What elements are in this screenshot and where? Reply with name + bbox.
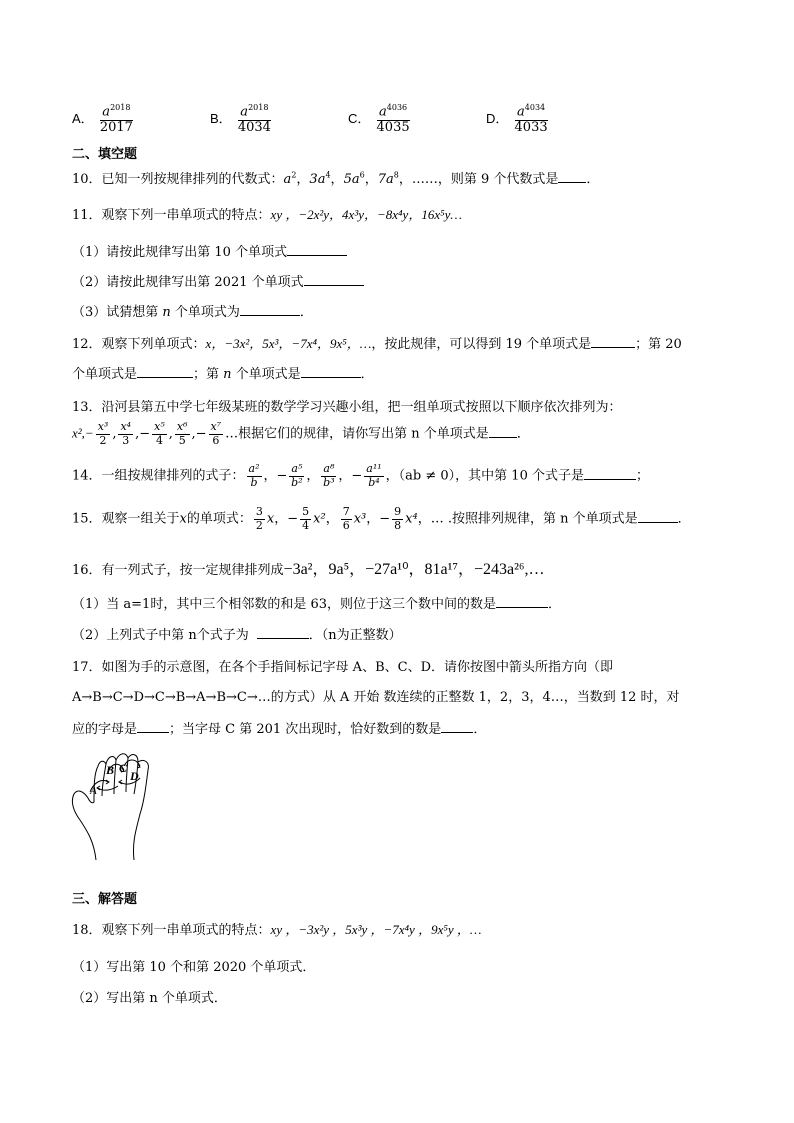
answer-blank[interactable] xyxy=(137,720,169,733)
answer-blank[interactable] xyxy=(137,365,193,378)
question-14: 14．一组按规律排列的式子： $\frac{\text{a²}}{b}$ ，− $\frac{\text{a⁵}}{\text{b²}}$ ， $\frac{\text{a⁸}}{\text{b³}}$ ，− $\frac{\text{a¹¹}}{\text{b⁴}}$ ，（ab ≠ 0），其中第 10 个式子是 ； xyxy=(72,462,649,489)
answer-blank[interactable] xyxy=(584,467,636,480)
question-18-part-2: （2）写出第 n 个单项式． xyxy=(72,991,227,1006)
choice-a-label: A． xyxy=(72,111,94,127)
question-18: 18．观察下列一串单项式的特点：xy ，−3x²y ，5x³y ，−7x⁴y ，9x⁵y ，… xyxy=(72,922,482,938)
choice-c: C． $\frac{a^{4036}}{4035}$ xyxy=(348,103,410,136)
choice-b: B． $\frac{a^{2018}}{4034}$ xyxy=(210,103,271,136)
question-11-part-3: （3）试猜想第 n 个单项式为 ． xyxy=(72,305,313,320)
answer-blank[interactable] xyxy=(441,720,473,733)
answer-blank[interactable] xyxy=(558,170,586,183)
hand-label-d: D xyxy=(130,769,139,783)
answer-blank[interactable] xyxy=(301,365,361,378)
question-11-part-1: （1）请按此规律写出第 10 个单项式 xyxy=(72,241,347,260)
section-fill-blank-title: 二、填空题 xyxy=(72,146,138,161)
choice-a-fraction: $\frac{a^{2018}}{2017}$ xyxy=(99,103,133,136)
choice-c-fraction: $\frac{a^{4036}}{4035}$ xyxy=(376,103,410,136)
question-17-line-2: A→B→C→D→C→B→A→B→C→…的方式）从 A 开始 数连续的正整数 1，2，3，4…，当数到 12 时，对 xyxy=(72,690,680,705)
question-17-line-3: 应的字母是 ；当字母 C 第 201 次出现时，恰好数到的数是 ． xyxy=(72,722,487,737)
question-11-part-2: （2）请按此规律写出第 2021 个单项式 xyxy=(72,271,364,290)
answer-blank[interactable] xyxy=(496,595,548,608)
question-16: 16．有一列式子，按一定规律排列成−3a²，9a⁵，−27a¹⁰，81a¹⁷，−243a²⁶,… xyxy=(72,561,545,578)
hand-label-b: B xyxy=(106,763,115,777)
choice-d: D． $\frac{a^{4034}}{4033}$ xyxy=(486,103,548,136)
answer-blank[interactable] xyxy=(257,626,309,639)
question-12: 12．观察下列单项式：x，−3x²，5x³，−7x⁴，9x⁵，…，按此规律，可以得到 19 个单项式是 ；第 20 xyxy=(72,336,682,352)
hand-label-a: A xyxy=(90,785,97,797)
answer-blank[interactable] xyxy=(489,425,517,438)
question-16-part-1: （1）当 a=1时，其中三个相邻数的和是 63，则位于这三个数中间的数是 ． xyxy=(72,597,562,612)
hand-label-c: C xyxy=(119,761,128,775)
question-17: 17．如图为手的示意图，在各个手指间标记字母 A、B、C、D．请你按图中箭头所指方向（即 xyxy=(72,660,613,675)
section-answer-title: 三、解答题 xyxy=(72,891,138,906)
question-16-part-2: （2）上列式子中第 n个式子为 ．（n为正整数） xyxy=(72,628,402,643)
question-10: 10．已知一列按规律排列的代数式：$a^2$，$3a^4$，$5a^6$，$7a^8$，……，则第 9 个代数式是 ． xyxy=(72,170,600,187)
question-12-line-2: 个单项式是 ；第 n 个单项式是 ． xyxy=(72,367,374,382)
question-13: 13．沿河县第五中学七年级某班的数学学习兴趣小组，把一组单项式按照以下顺序依次排列为： xyxy=(72,400,622,415)
question-11: 11．观察下列一串单项式的特点：xy ，−2x²y，4x³y，−8x⁴y，16x⁵y… xyxy=(72,207,462,223)
hand-diagram xyxy=(68,742,168,862)
answer-blank[interactable] xyxy=(240,303,300,316)
question-18-part-1: （1）写出第 10 个和第 2020 个单项式． xyxy=(72,960,316,975)
answer-blank[interactable] xyxy=(287,243,347,256)
question-15: 15．观察一组关于x的单项式： $\frac{3}{2}$ x，− $\frac{5}{4}$ x²， $\frac{7}{6}$ x³，− $\frac{9}{8}$ x⁴，… .按照排列规律，第 n 个单项式是 ． xyxy=(72,505,691,532)
answer-blank[interactable] xyxy=(304,273,364,286)
choice-d-fraction: $\frac{a^{4034}}{4033}$ xyxy=(514,103,548,136)
choice-a xyxy=(72,103,135,136)
answer-blank[interactable] xyxy=(591,335,635,348)
choice-b-fraction: $\frac{a^{2018}}{4034}$ xyxy=(237,103,271,136)
question-13-sequence: x²,− $\frac{\text{x³}}{2}$ , $\frac{\text{x⁴}}{3}$ ,− $\frac{\text{x⁵}}{4}$ , $\frac{\text{x⁶}}{5}$ ,− $\frac{\text{x⁷}}{6}$ …根据它们的规律，请你写出第 n 个单项式是 ． xyxy=(72,420,530,447)
answer-blank[interactable] xyxy=(638,510,678,523)
